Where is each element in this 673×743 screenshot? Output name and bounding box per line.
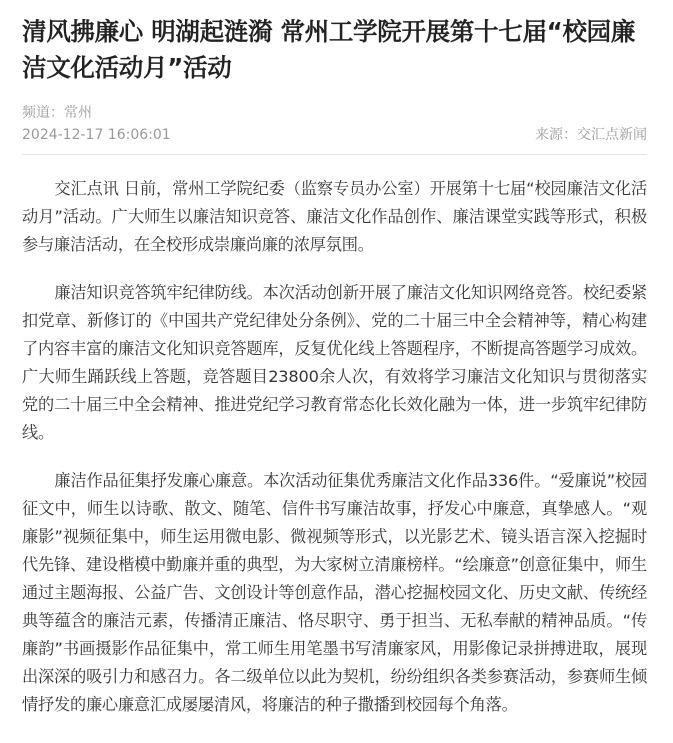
source-label: 来源：交汇点新闻	[535, 127, 647, 143]
meta-row	[22, 124, 647, 146]
meta-divider	[22, 154, 647, 155]
article-body	[22, 175, 647, 719]
article-title: 清风拂廉心 明湖起涟漪 常州工学院开展第十七届“校园廉洁文化活动月”活动	[22, 17, 636, 82]
paragraph-3: 廉洁作品征集抒发廉心廉意。本次活动征集优秀廉洁文化作品336件。“爱廉说”校园征文中，师生以诗歌、散文、随笔、信件书写廉洁故事，抒发心中廉意，真挚感人。“观廉影”视频征集中，师生运用微电影、微视频等形式，以光影艺术、镜头语言深入挖掘时代先锋、建设楷模中勤廉并重的典型，为大家树立清廉榜样。“绘廉意”创意征集中，师生通过主题海报、公益广告、文创设计等创意作品，潜心挖掘校园文化、历史文献、传统经典等蕴含的廉洁元素，传播清正廉洁、恪尽职守、勇于担当、无私奉献的精神品质。“传廉韵”书画摄影作品征集中，常工师生用笔墨书写清廉家风，用影像记录拼搏进取，展现出深深的吸引力和感召力。各二级单位以此为契机，纷纷组织各类参赛活动，参赛师生倾情抒发的廉心廉意汇成屡屡清风，将廉洁的种子撒播到校园每个角落。	[22, 471, 647, 714]
article-meta	[22, 102, 647, 146]
paragraph-1: 交汇点讯 日前，常州工学院纪委（监察专员办公室）开展第十七届“校园廉洁文化活动月”活动。广大师生以廉洁知识竞答、廉洁文化作品创作、廉洁课堂实践等形式，积极参与廉洁活动，在全校形成崇廉尚廉的浓厚氛围。	[22, 179, 647, 254]
paragraph-2: 廉洁知识竞答筑牢纪律防线。本次活动创新开展了廉洁文化知识网络竞答。校纪委紧扣党章、新修订的《中国共产党纪律处分条例》、党的二十届三中全会精神等，精心构建了内容丰富的廉洁文化知识竞答题库，反复优化线上答题程序，不断提高答题学习成效。广大师生踊跃线上答题，竞答题目23800余人次，有效将学习廉洁文化知识与贯彻落实党的二十届三中全会精神、推进党纪学习教育常态化长效化融为一体，进一步筑牢纪律防线。	[22, 283, 647, 442]
publish-datetime: 2024-12-17 16:06:01	[22, 127, 171, 143]
channel-label: 频道：常州	[22, 105, 92, 121]
